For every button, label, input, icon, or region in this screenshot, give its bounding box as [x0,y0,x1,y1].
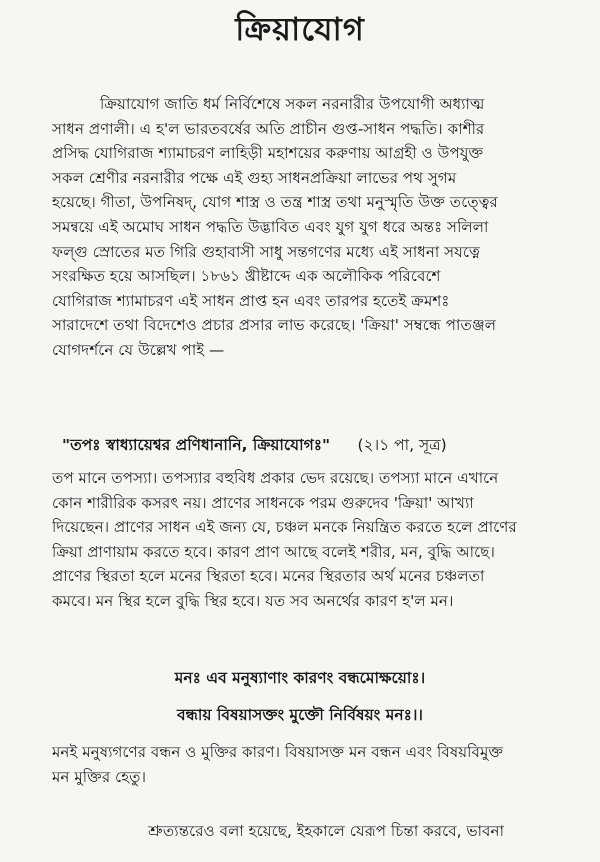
paragraph-shruti: শ্রুত্যন্তরেও বলা হয়েছে, ইহকালে যেরূপ চিন্তা করবে, ভাবনা [148,822,504,840]
paragraph-mind [52,740,572,789]
text-line: প্রাণের স্থিরতা হলে মনের স্থিরতা হবে। মনের স্থিরতার অর্থ মনের চঞ্চলতা [52,567,485,586]
sloka-line-2: বন্ধায় বিষয়াসক্তং মুক্তৌ নির্বিষয়ং মনঃ।। [177,706,423,724]
text-line: মনই মনুষ্যগণের বন্ধন ও মুক্তির কারণ। বিষয়াসক্ত মন বন্ধন এবং বিষয়বিমুক্ত [52,743,504,761]
sutra-quote [62,433,577,459]
text-line: সকল শ্রেণীর নরনারীর পক্ষে এই গুহ্য সাধনপ্রক্রিয়া লাভের পথ সুগম [52,168,457,187]
text-line: সারাদেশে তথা বিদেশেও প্রচার প্রসার লাভ করেছে। 'ক্রিয়া' সম্বন্ধে পাতঞ্জল [52,316,497,335]
text-line: সাধন প্রণালী। এ হ'ল ভারতবর্ষের অতি প্রাচীন গুপ্ত-সাধন পদ্ধতি। কাশীর [52,119,485,138]
text-line: তপ মানে তপস্যা। তপস্যার বহুবিধ প্রকার ভেদ রয়েছে। তপস্যা মানে এখানে [52,469,499,487]
page-title: ক্রিয়াযোগ [235,10,365,48]
paragraph-tapa [52,466,572,614]
text-line: হয়েছে। গীতা, উপনিষদ্‌, যোগ শাস্ত্র ও তন্ত্র শাস্ত্র তথা মনুস্মৃতি উক্ত তত্ত্বের [52,193,498,212]
text-line: প্রসিদ্ধ যোগিরাজ শ্যামাচরণ লাহিড়ী মহাশয়ের করুণায় আগ্রহী ও উপযুক্ত [52,144,484,163]
text-line: দিয়েছেন। প্রাণের সাধন এই জন্য যে, চঞ্চল মনকে নিয়ন্ত্রিত করতে হলে প্রাণের [52,518,517,537]
text-line: কোন শারীরিক কসরৎ নয়। প্রাণের সাধনকে পরম গুরুদেব 'ক্রিয়া' আখ্যা [52,493,474,512]
text-line: যোগিরাজ শ্যামাচরণ এই সাধন প্রাপ্ত হন এবং তারপর হতেই ক্রমশঃ [52,291,450,310]
paragraph-intro [52,92,572,363]
text-line: সমন্বয়ে এই অমোঘ সাধন পদ্ধতি উদ্ভাবিত এবং যুগ যুগ ধরে অন্তঃ সলিলা [52,217,489,236]
sutra-text: "তপঃ স্বাধ্যায়েশ্বর প্রণিধানানি, ক্রিয়াযোগঃ" [62,436,331,454]
text-line: ক্রিয়া প্রাণায়াম করতে হবে। কারণ প্রাণ আছে বলেই শরীর, মন, বুদ্ধি আছে। [52,542,495,561]
text-line: ক্রিয়াযোগ জাতি ধর্ম নির্বিশেষে সকল নরনারীর উপযোগী অধ্যাত্ম [100,95,485,113]
sutra-reference: (২।১ পা, সূত্র) [357,436,447,454]
text-line: মন মুক্তির হেতু। [52,767,147,786]
text-line: কমবে। মন স্থির হলে বুদ্ধি স্থির হবে। যত সব অনর্থের কারণ হ'ল মন। [52,591,454,610]
text-line: সংরক্ষিত হয়ে আসছিল। ১৮৬১ খ্রীষ্টাব্দে এক অলৌকিক পরিবেশে [52,267,441,286]
text-line: ফল্গু স্রোতের মত গিরি গুহাবাসী সাধু সন্তগণের মধ্যে এই সাধনা সযত্নে [52,242,481,261]
text-line: যোগদর্শনে যে উল্লেখ পাই — [52,340,225,359]
sloka-line-1: মনঃ এব মনুষ্যাণাং কারণং বন্ধমোক্ষয়োঃ। [174,669,426,687]
